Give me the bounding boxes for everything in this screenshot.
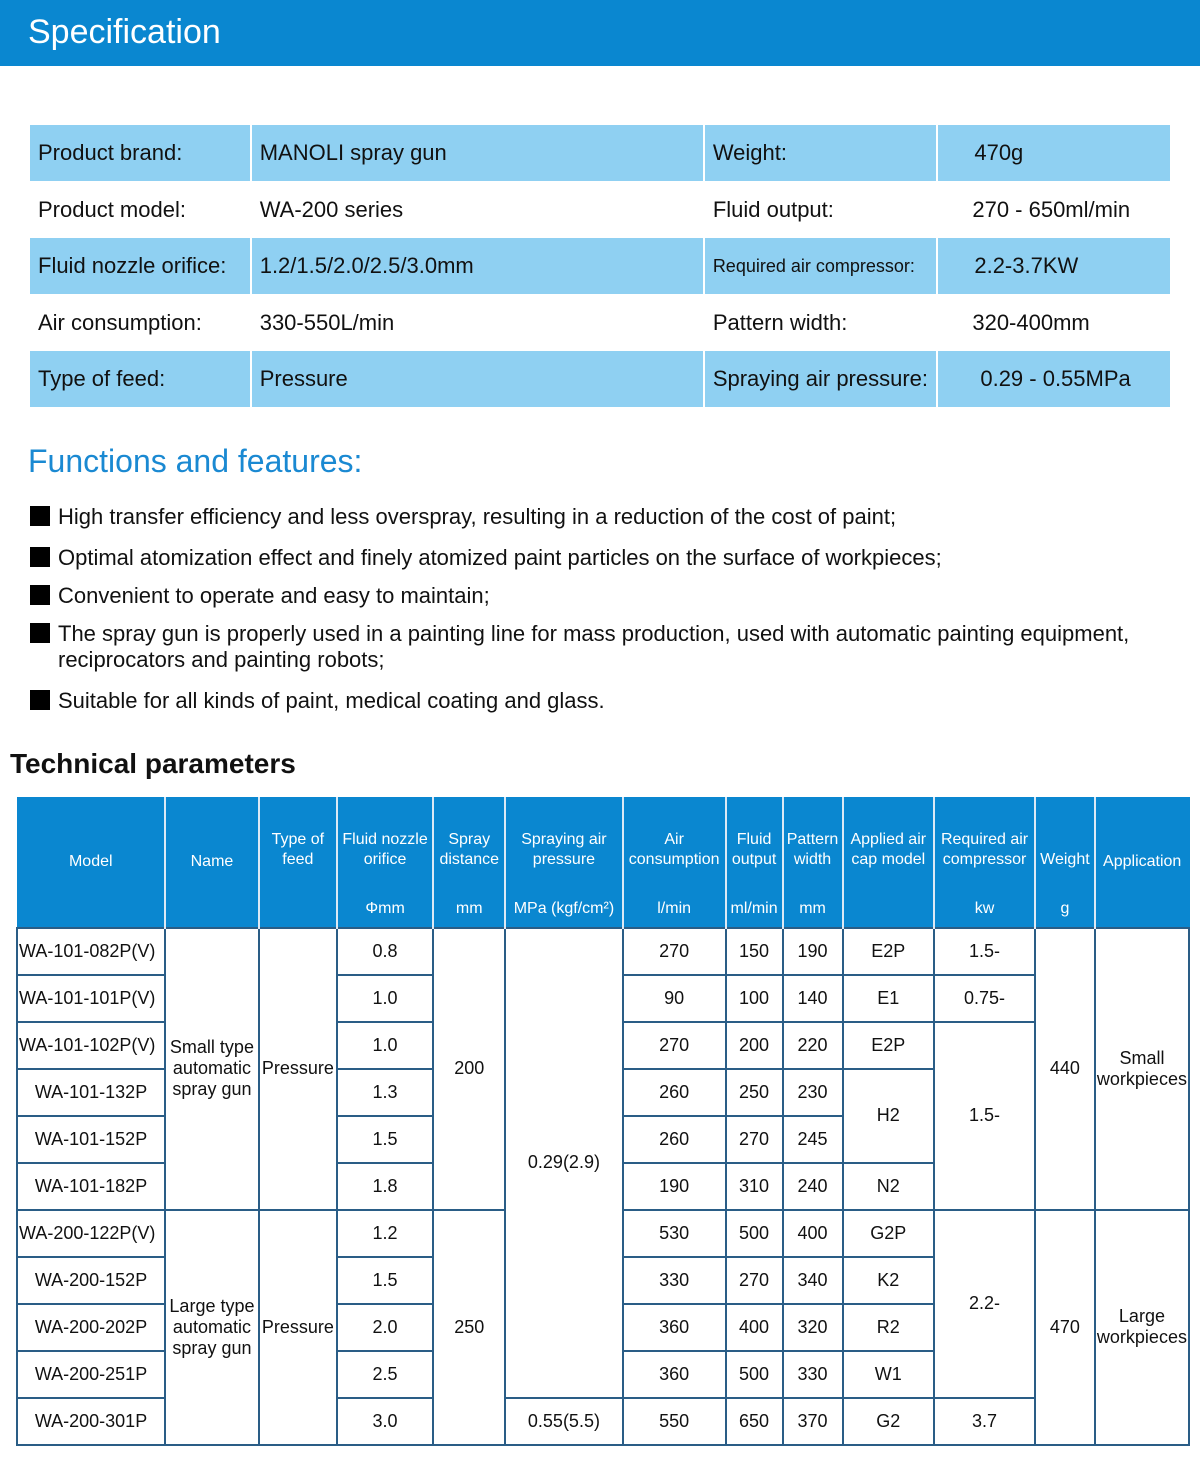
cell-air: 360 — [623, 1351, 726, 1398]
cell-model: WA-200-202P — [17, 1304, 165, 1351]
features-title: Functions and features: — [28, 443, 363, 479]
feature-item — [30, 621, 1130, 673]
bullet-square-icon — [30, 585, 50, 605]
page-title: Specification — [28, 13, 221, 51]
spec-label: Pattern width: — [705, 294, 937, 351]
cell-feed: Pressure — [259, 928, 337, 1210]
cell-fluid: 100 — [726, 975, 783, 1022]
cell-feed: Pressure — [259, 1210, 337, 1445]
cell-cap: G2 — [843, 1398, 935, 1445]
col-header-cap: Applied air cap model — [843, 798, 935, 891]
cell-air: 360 — [623, 1304, 726, 1351]
cell-cap: R2 — [843, 1304, 935, 1351]
header-bar — [0, 0, 1200, 66]
feature-text: High transfer efficiency and less overspray, resulting in a reduction of the cost of paint; — [58, 504, 897, 529]
cell-cap: H2 — [843, 1069, 935, 1163]
col-header-pattern: Pattern width — [783, 798, 843, 891]
cell-fluid: 270 — [726, 1257, 783, 1304]
unit-pattern: mm — [783, 891, 843, 928]
col-header-fluid: Fluid output — [726, 798, 783, 891]
cell-fluid: 500 — [726, 1351, 783, 1398]
feature-item — [30, 545, 942, 571]
unit-compressor: kw — [934, 891, 1035, 928]
table-row — [17, 928, 1189, 975]
cell-model: WA-101-082P(V) — [17, 928, 165, 975]
cell-pattern: 230 — [783, 1069, 843, 1116]
spec-value: Pressure — [252, 351, 703, 407]
cell-model: WA-101-182P — [17, 1163, 165, 1210]
spec-value: 330-550L/min — [252, 294, 703, 351]
spec-row — [30, 238, 1170, 294]
cell-name: Large type automatic spray gun — [165, 1210, 259, 1445]
spec-value: 1.2/1.5/2.0/2.5/3.0mm — [252, 238, 703, 294]
spec-value: 470g — [938, 125, 1170, 181]
cell-cap: N2 — [843, 1163, 935, 1210]
cell-nozzle: 0.8 — [337, 928, 433, 975]
unit-cap — [843, 891, 935, 928]
cell-weight: 470 — [1035, 1210, 1095, 1445]
spec-label: Spraying air pressure: — [705, 351, 937, 407]
cell-pattern: 220 — [783, 1022, 843, 1069]
cell-air: 270 — [623, 928, 726, 975]
cell-nozzle: 1.2 — [337, 1210, 433, 1257]
spec-label: Product model: — [30, 181, 250, 238]
cell-nozzle: 1.3 — [337, 1069, 433, 1116]
col-header-pressure: Spraying air pressure — [505, 798, 622, 891]
cell-cap: G2P — [843, 1210, 935, 1257]
feature-text: Convenient to operate and easy to maintain; — [58, 583, 490, 608]
spec-value: 320-400mm — [938, 294, 1170, 351]
cell-model: WA-101-132P — [17, 1069, 165, 1116]
cell-pressure: 0.29(2.9) — [505, 928, 622, 1398]
spec-label: Air consumption: — [30, 294, 250, 351]
cell-nozzle: 1.0 — [337, 1022, 433, 1069]
cell-fluid: 250 — [726, 1069, 783, 1116]
feature-text: The spray gun is properly used in a painting line for mass production, used with automatic painting equipment, reciprocators and painting robots; — [58, 621, 1130, 672]
spec-value: 0.29 - 0.55MPa — [938, 351, 1170, 407]
cell-distance: 200 — [433, 928, 505, 1210]
col-header-name: Name — [165, 798, 259, 928]
cell-pressure: 0.55(5.5) — [505, 1398, 622, 1445]
spec-row — [30, 181, 1170, 238]
cell-cap: K2 — [843, 1257, 935, 1304]
cell-pattern: 140 — [783, 975, 843, 1022]
unit-feed — [259, 891, 337, 928]
col-header-air: Air consumption — [623, 798, 726, 891]
spec-value: MANOLI spray gun — [252, 125, 703, 181]
feature-text: Optimal atomization effect and finely atomized paint particles on the surface of workpieces; — [58, 545, 942, 570]
feature-item — [30, 504, 896, 530]
spec-row — [30, 351, 1170, 407]
col-header-nozzle: Fluid nozzle orifice — [337, 798, 433, 891]
unit-air: l/min — [623, 891, 726, 928]
unit-pressure: MPa (kgf/cm²) — [505, 891, 622, 928]
cell-compressor: 3.7 — [934, 1398, 1035, 1445]
cell-nozzle: 1.5 — [337, 1257, 433, 1304]
spec-label: Type of feed: — [30, 351, 250, 407]
unit-weight: g — [1035, 891, 1095, 928]
cell-air: 260 — [623, 1116, 726, 1163]
cell-fluid: 310 — [726, 1163, 783, 1210]
cell-air: 530 — [623, 1210, 726, 1257]
technical-parameters-table — [16, 797, 1190, 1446]
header-row — [17, 798, 1189, 891]
cell-fluid: 270 — [726, 1116, 783, 1163]
cell-compressor: 2.2- — [934, 1210, 1035, 1398]
spec-label: Fluid nozzle orifice: — [30, 238, 250, 294]
cell-model: WA-200-251P — [17, 1351, 165, 1398]
bullet-square-icon — [30, 547, 50, 567]
cell-compressor: 0.75- — [934, 975, 1035, 1022]
cell-model: WA-101-152P — [17, 1116, 165, 1163]
bullet-square-icon — [30, 690, 50, 710]
cell-model: WA-200-122P(V) — [17, 1210, 165, 1257]
spec-value: 270 - 650ml/min — [938, 181, 1170, 238]
specification-table — [28, 125, 1172, 407]
cell-nozzle: 2.5 — [337, 1351, 433, 1398]
technical-parameters-title: Technical parameters — [10, 748, 296, 779]
cell-pattern: 370 — [783, 1398, 843, 1445]
cell-name: Small type automatic spray gun — [165, 928, 259, 1210]
col-header-application: Application — [1095, 798, 1189, 928]
spec-label: Required air compressor: — [705, 238, 937, 294]
cell-nozzle: 3.0 — [337, 1398, 433, 1445]
cell-application: Small workpieces — [1095, 928, 1189, 1210]
col-header-compressor: Required air compressor — [934, 798, 1035, 891]
cell-fluid: 650 — [726, 1398, 783, 1445]
cell-fluid: 500 — [726, 1210, 783, 1257]
cell-pattern: 245 — [783, 1116, 843, 1163]
cell-weight: 440 — [1035, 928, 1095, 1210]
cell-cap: E1 — [843, 975, 935, 1022]
cell-air: 330 — [623, 1257, 726, 1304]
cell-air: 260 — [623, 1069, 726, 1116]
cell-application: Large workpieces — [1095, 1210, 1189, 1445]
cell-model: WA-101-101P(V) — [17, 975, 165, 1022]
unit-fluid: ml/min — [726, 891, 783, 928]
cell-fluid: 200 — [726, 1022, 783, 1069]
feature-item — [30, 688, 605, 714]
cell-nozzle: 1.5 — [337, 1116, 433, 1163]
spec-value: WA-200 series — [252, 181, 703, 238]
spec-label: Product brand: — [30, 125, 250, 181]
cell-model: WA-200-152P — [17, 1257, 165, 1304]
cell-pattern: 340 — [783, 1257, 843, 1304]
cell-air: 270 — [623, 1022, 726, 1069]
unit-distance: mm — [433, 891, 505, 928]
bullet-square-icon — [30, 623, 50, 643]
feature-text: Suitable for all kinds of paint, medical coating and glass. — [58, 688, 605, 713]
col-header-model: Model — [17, 798, 165, 928]
cell-cap: E2P — [843, 1022, 935, 1069]
cell-pattern: 240 — [783, 1163, 843, 1210]
cell-air: 190 — [623, 1163, 726, 1210]
cell-nozzle: 2.0 — [337, 1304, 433, 1351]
spec-value: 2.2-3.7KW — [938, 238, 1170, 294]
cell-air: 90 — [623, 975, 726, 1022]
spec-row — [30, 294, 1170, 351]
cell-model: WA-200-301P — [17, 1398, 165, 1445]
cell-compressor: 1.5- — [934, 1022, 1035, 1210]
cell-pattern: 190 — [783, 928, 843, 975]
spec-label: Fluid output: — [705, 181, 937, 238]
feature-item — [30, 583, 490, 609]
cell-pattern: 400 — [783, 1210, 843, 1257]
col-header-weight: Weight — [1035, 798, 1095, 891]
cell-pattern: 320 — [783, 1304, 843, 1351]
unit-nozzle: Φmm — [337, 891, 433, 928]
cell-nozzle: 1.8 — [337, 1163, 433, 1210]
col-header-distance: Spray distance — [433, 798, 505, 891]
cell-cap: W1 — [843, 1351, 935, 1398]
col-header-feed: Type of feed — [259, 798, 337, 891]
cell-air: 550 — [623, 1398, 726, 1445]
cell-fluid: 150 — [726, 928, 783, 975]
cell-fluid: 400 — [726, 1304, 783, 1351]
bullet-square-icon — [30, 506, 50, 526]
cell-cap: E2P — [843, 928, 935, 975]
cell-model: WA-101-102P(V) — [17, 1022, 165, 1069]
cell-compressor: 1.5- — [934, 928, 1035, 975]
cell-nozzle: 1.0 — [337, 975, 433, 1022]
spec-row — [30, 125, 1170, 181]
cell-pattern: 330 — [783, 1351, 843, 1398]
cell-distance: 250 — [433, 1210, 505, 1445]
spec-label: Weight: — [705, 125, 937, 181]
